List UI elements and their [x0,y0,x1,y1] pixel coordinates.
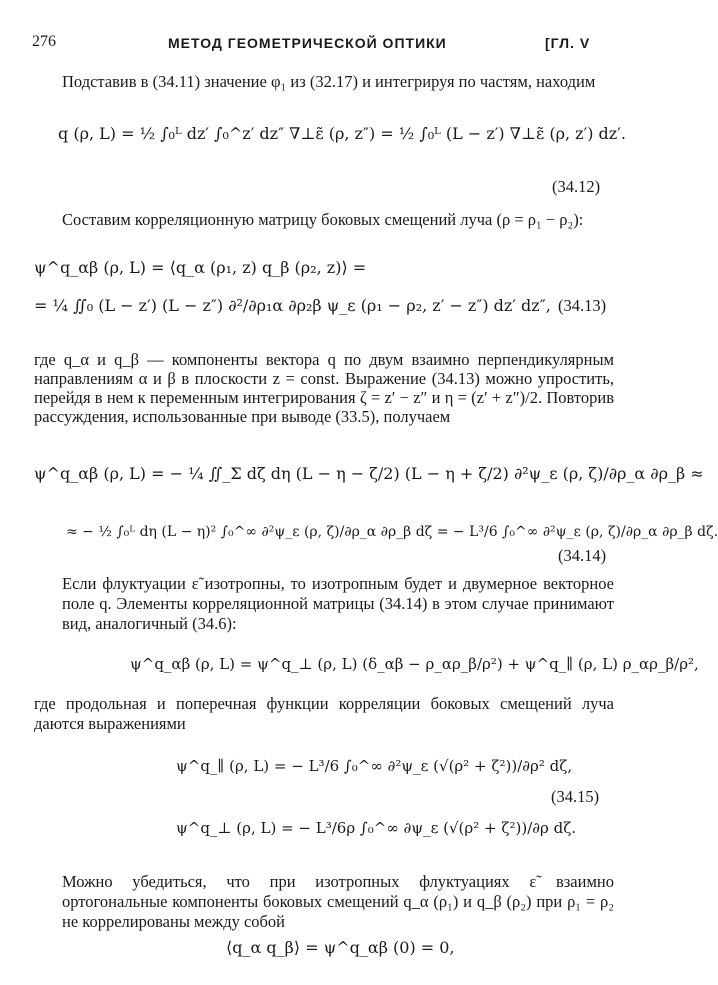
running-title: МЕТОД ГЕОМЕТРИЧЕСКОЙ ОПТИКИ [168,35,447,51]
equation-final: ⟨q_α q_β⟩ = ψ^q_αβ (0) = 0, [226,938,455,957]
paragraph-text: Можно убедиться, что при изотропных флуктуациях ε̃ взаимно ортогональные компоненты боковых смещений q_α (ρ₁) и q_β (ρ₂) при ρ₁ = ρ₂ не коррелированы между собой [62,872,614,931]
equation-34-13-line1: ψ^q_αβ (ρ, L) = ⟨q_α (ρ₁, z) q_β (ρ₂, z)⟩ = [34,258,367,277]
equation-number-34-12: (34.12) [552,177,601,196]
equation-34-15-line2: ψ^q_⊥ (ρ, L) = − L³/6ρ ∫₀^∞ ∂ψ_ε (√(ρ² + ζ²))/∂ρ dζ. [176,819,577,837]
chapter-reference: [ГЛ. V [545,35,591,51]
paragraph-intro [34,72,614,92]
equation-number-34-14: (34.14) [558,546,607,565]
page-number: 276 [32,33,56,50]
equation-34-14-line2: ≈ − ½ ∫₀ᴸ dη (L − η)² ∫₀^∞ ∂²ψ_ε (ρ, ζ)/∂ρ_α ∂ρ_β dζ = − L³/6 ∫₀^∞ ∂²ψ_ε (ρ, ζ)/∂ρ_α ∂ρ_β dζ. [66,524,718,540]
equation-34-13-line2: = ¼ ∬₀ (L − z′) (L − z″) ∂²/∂ρ₁α ∂ρ₂β ψ_ε (ρ₁ − ρ₂, z′ − z″) dz′ dz″, [34,296,551,315]
paragraph-correlation-matrix [34,210,614,230]
paragraph-text: Составим корреляционную матрицу боковых смещений луча (ρ = ρ₁ − ρ₂): [62,210,584,229]
equation-34-15-line1: ψ^q_∥ (ρ, L) = − L³/6 ∫₀^∞ ∂²ψ_ε (√(ρ² + ζ²))/∂ρ² dζ, [176,757,573,775]
equation-34-14-line1: ψ^q_αβ (ρ, L) = − ¼ ∬_Σ dζ dη (L − η − ζ/2) (L − η + ζ/2) ∂²ψ_ε (ρ, ζ)/∂ρ_α ∂ρ_β ≈ [34,464,704,483]
equation-number-34-13: (34.13) [558,296,607,315]
equation-number-34-15: (34.15) [551,787,600,806]
paragraph-text: где продольная и поперечная функции корреляции боковых смещений луча даются выражениями [34,694,614,733]
paragraph-correlation-functions [34,694,614,734]
paragraph-text: Подставив в (34.11) значение φ₁ из (32.17) и интегрируя по частям, находим [62,72,596,91]
equation-matrix-elements: ψ^q_αβ (ρ, L) = ψ^q_⊥ (ρ, L) (δ_αβ − ρ_αρ_β/ρ²) + ψ^q_∥ (ρ, L) ρ_αρ_β/ρ², [130,655,699,673]
paragraph-isotropic [34,574,614,634]
paragraph-components [34,350,614,426]
equation-34-12: q (ρ, L) = ½ ∫₀ᴸ dz′ ∫₀^z′ dz″ ∇⊥ε̃ (ρ, z″) = ½ ∫₀ᴸ (L − z′) ∇⊥ε̃ (ρ, z′) dz′. [58,124,626,143]
paragraph-text: Если флуктуации ε̃ изотропны, то изотропным будет и двумерное векторное поле q. Элементы корреляционной матрицы (34.14) в этом случае принимают вид, аналогичный (34.6): [62,574,614,633]
paragraph-uncorrelated [34,872,614,932]
paragraph-text: где q_α и q_β — компоненты вектора q по двум взаимно перпендикулярным направлениям α и β в плоскости z = const. Выражение (34.13) можно упростить, перейдя в нем к переменным интегрирования ζ = z′ − z″ и η = (z′ + z″)/2. Повторив рассуждения, использованные при выводе (33.5), получаем [34,350,614,426]
